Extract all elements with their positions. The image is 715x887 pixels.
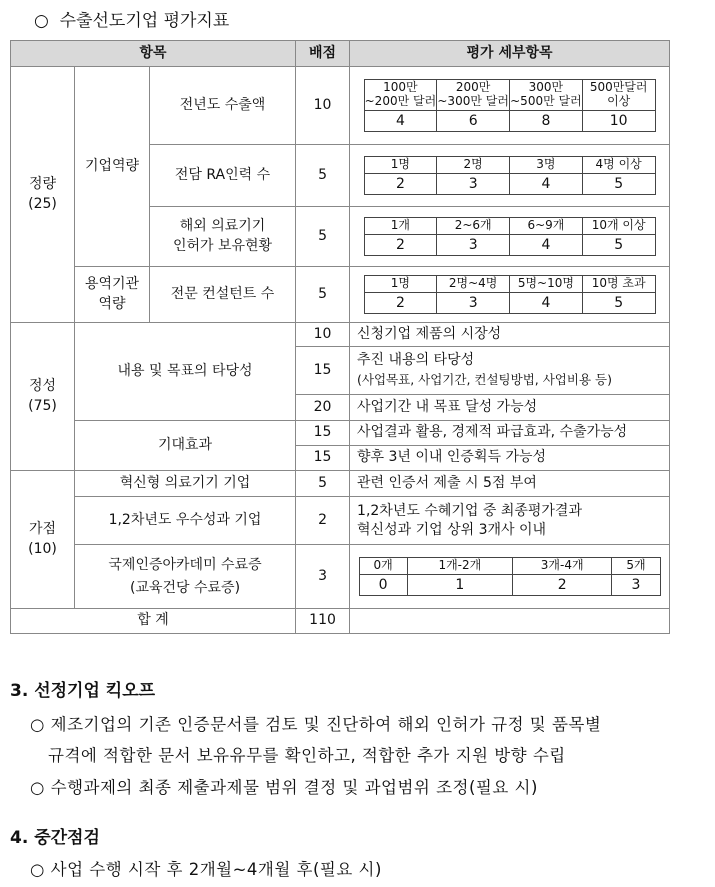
innov-score: 5: [296, 471, 350, 497]
license-head-0: 1개: [364, 218, 437, 235]
capability-cell: 기업역량: [75, 67, 150, 267]
export-val-0: 4: [364, 110, 437, 131]
license-head-1: 2~6개: [437, 218, 510, 235]
license-head-2: 6~9개: [510, 218, 583, 235]
qual-text-2: 사업기간 내 목표 달성 가능성: [350, 395, 670, 421]
ra-score: 5: [296, 145, 350, 207]
excel-label: 1,2차년도 우수성과 기업: [75, 497, 296, 545]
service-group: 용역기관 역량: [75, 267, 150, 323]
validity-cell: 내용 및 목표의 타당성: [75, 323, 296, 421]
license-label: 해외 의료기기 인허가 보유현황: [150, 207, 296, 267]
export-val-3: 10: [582, 110, 655, 131]
license-head-3: 10개 이상: [582, 218, 655, 235]
academy-val-3: 3: [612, 574, 660, 595]
export-label: 전년도 수출액: [150, 67, 296, 145]
academy-val-0: 0: [359, 574, 407, 595]
ra-head-3: 4명 이상: [582, 157, 655, 174]
effect-text-1: 향후 3년 이내 인증획득 가능성: [350, 446, 670, 471]
total-label: 합 계: [11, 609, 296, 634]
service-head-2: 5명~10명: [510, 276, 583, 293]
intro-heading: [34, 6, 229, 31]
ra-val-2: 4: [510, 173, 583, 194]
innov-label: 혁신형 의료기기 기업: [75, 471, 296, 497]
effect-score-0: 15: [296, 421, 350, 446]
excel-text: 1,2차년도 수혜기업 중 최종평가결과 혁신성과 기업 상위 3개사 이내: [350, 497, 670, 545]
section3-para1a: ○ 제조기업의 기존 인증문서를 검토 및 진단하여 해외 인허가 규정 및 품목별: [30, 715, 602, 734]
ra-val-0: 2: [364, 173, 437, 194]
ra-val-1: 3: [437, 173, 510, 194]
academy-val-2: 2: [513, 574, 612, 595]
academy-val-1: 1: [407, 574, 512, 595]
academy-head-3: 5개: [612, 558, 660, 575]
service-val-3: 5: [582, 292, 655, 313]
academy-label: 국제인증아카데미 수료증 (교육건당 수료증): [75, 545, 296, 609]
heading-bullet: ○: [34, 11, 49, 31]
export-head-0: 100만 ~200만 달러: [364, 80, 437, 111]
license-score: 5: [296, 207, 350, 267]
academy-head-0: 0개: [359, 558, 407, 575]
service-grid: [364, 275, 656, 314]
service-grid-cell: [350, 267, 670, 323]
quant-cell: 정량 (25): [11, 67, 75, 323]
license-val-2: 4: [510, 234, 583, 255]
service-val-1: 3: [437, 292, 510, 313]
service-head-3: 10명 초과: [582, 276, 655, 293]
qual-score-1: 15: [296, 347, 350, 395]
heading-text: 수출선도기업 평가지표: [59, 11, 230, 31]
export-grid: [364, 79, 656, 132]
service-label: 전문 컨설턴트 수: [150, 267, 296, 323]
effect-text-0: 사업결과 활용, 경제적 파급효과, 수출가능성: [350, 421, 670, 446]
section3-para1b: 규격에 적합한 문서 보유유무를 확인하고, 적합한 추가 지원 방향 수립: [48, 746, 566, 765]
section4-title: 4. 중간점검: [10, 828, 100, 848]
ra-head-1: 2명: [437, 157, 510, 174]
export-head-1: 200만 ~300만 달러: [437, 80, 510, 111]
service-val-0: 2: [364, 292, 437, 313]
ra-head-2: 3명: [510, 157, 583, 174]
section4-para1: ○ 사업 수행 시작 후 2개월~4개월 후(필요 시): [30, 860, 382, 879]
export-grid-cell: [350, 67, 670, 145]
ra-grid: [364, 156, 656, 195]
license-val-1: 3: [437, 234, 510, 255]
export-score: 10: [296, 67, 350, 145]
total-empty: [350, 609, 670, 634]
academy-head-1: 1개-2개: [407, 558, 512, 575]
export-head-3: 500만달러 이상: [582, 80, 655, 111]
effect-score-1: 15: [296, 446, 350, 471]
effect-cell: 기대효과: [75, 421, 296, 471]
section3-para2: ○ 수행과제의 최종 제출과제물 범위 결정 및 과업범위 조정(필요 시): [30, 778, 538, 797]
export-val-2: 8: [510, 110, 583, 131]
total-score: 110: [296, 609, 350, 634]
ra-head-0: 1명: [364, 157, 437, 174]
academy-grid-cell: [350, 545, 670, 609]
innov-text: 관련 인증서 제출 시 5점 부여: [350, 471, 670, 497]
qual-score-0: 10: [296, 323, 350, 347]
academy-head-2: 3개-4개: [513, 558, 612, 575]
header-detail: 평가 세부항목: [350, 41, 670, 67]
license-val-3: 5: [582, 234, 655, 255]
ra-val-3: 5: [582, 173, 655, 194]
export-head-2: 300만 ~500만 달러: [510, 80, 583, 111]
section3-title: 3. 선정기업 킥오프: [10, 681, 156, 701]
ra-grid-cell: [350, 145, 670, 207]
ra-label: 전담 RA인력 수: [150, 145, 296, 207]
service-score: 5: [296, 267, 350, 323]
header-item: 항목: [11, 41, 296, 67]
academy-grid: [359, 557, 661, 596]
academy-score: 3: [296, 545, 350, 609]
evaluation-table: [10, 40, 670, 634]
excel-score: 2: [296, 497, 350, 545]
export-val-1: 6: [437, 110, 510, 131]
service-head-1: 2명~4명: [437, 276, 510, 293]
license-grid-cell: [350, 207, 670, 267]
service-val-2: 4: [510, 292, 583, 313]
qual-cell: 정성 (75): [11, 323, 75, 471]
header-score: 배점: [296, 41, 350, 67]
qual-text-1: 추진 내용의 타당성 (사업목표, 사업기간, 컨설팅방법, 사업비용 등): [350, 347, 670, 395]
qual-score-2: 20: [296, 395, 350, 421]
license-val-0: 2: [364, 234, 437, 255]
license-grid: [364, 217, 656, 256]
bonus-cell: 가점 (10): [11, 471, 75, 609]
service-head-0: 1명: [364, 276, 437, 293]
qual-text-0: 신청기업 제품의 시장성: [350, 323, 670, 347]
